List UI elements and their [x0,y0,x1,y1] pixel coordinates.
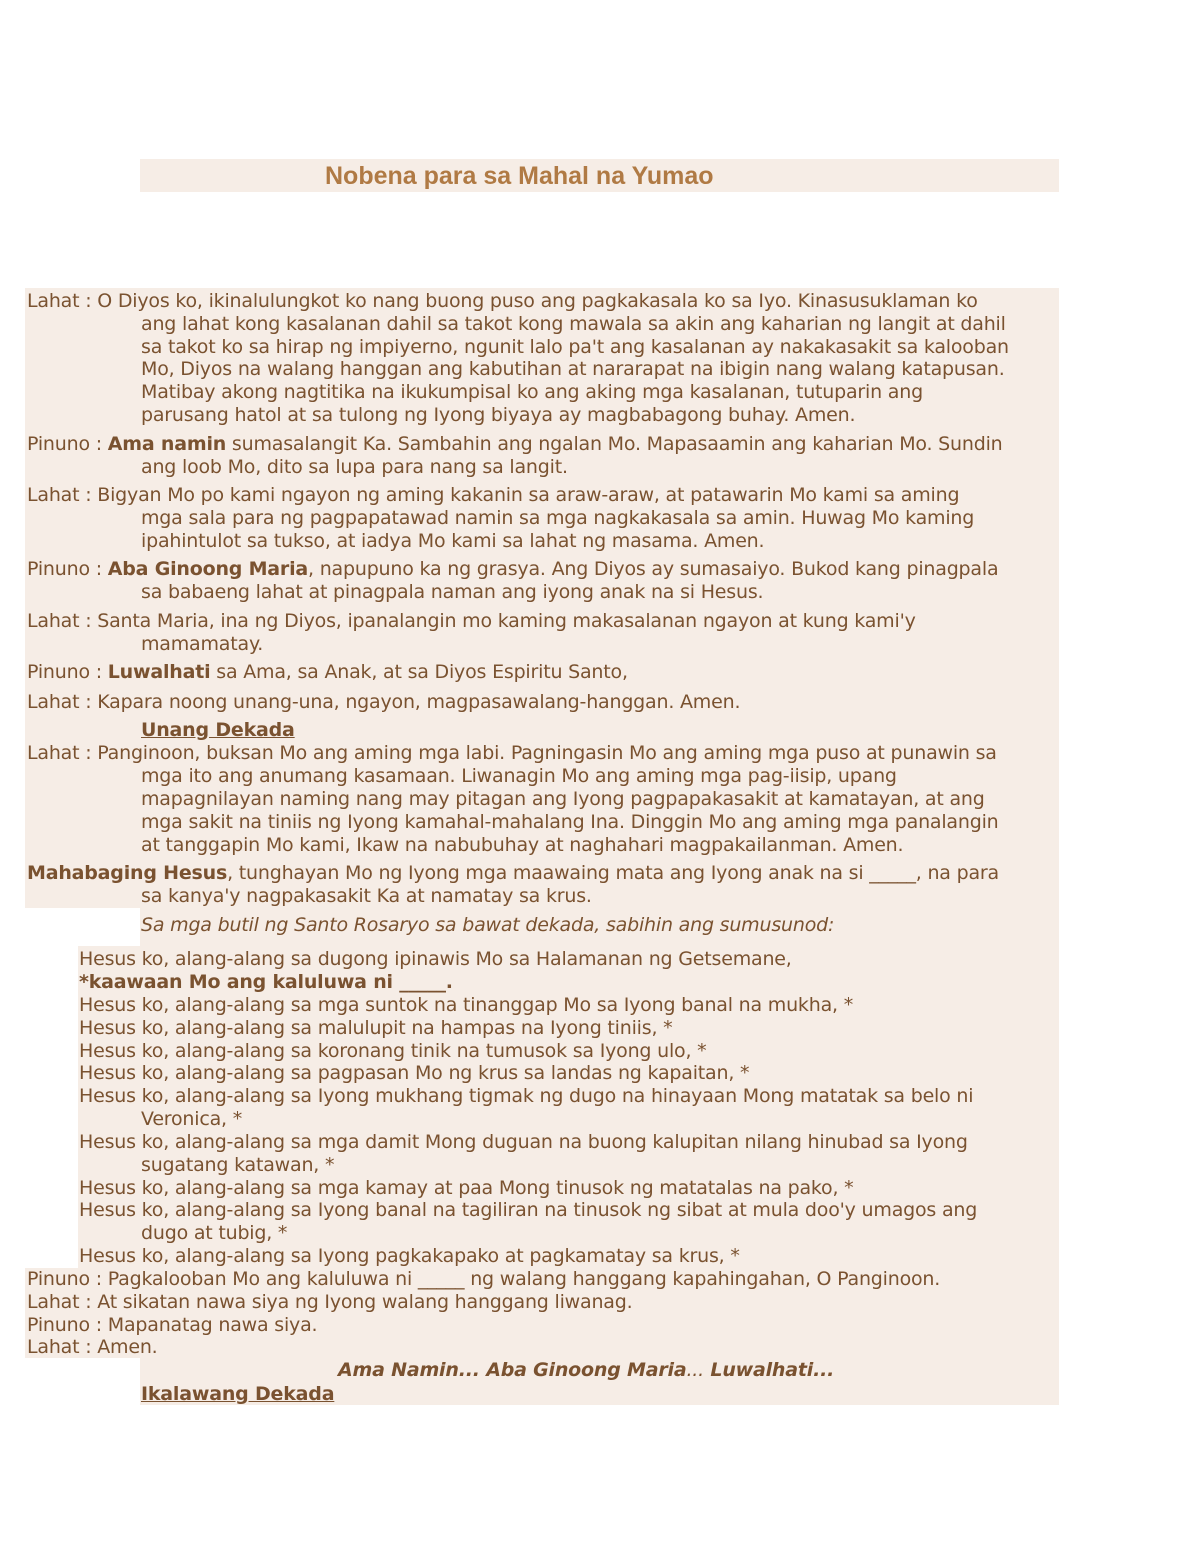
speaker-label: Lahat : [27,290,92,312]
prayer-line: mga ito ang anumang kasamaan. Liwanagin Mo ang aming mga pag-iisip, upang [141,765,897,787]
prayer-line: mga sala para ng pagpapatawad namin sa mga nagkakasala sa amin. Huwag Mo kaming [141,507,975,529]
summary-glory-be: Luwalhati [710,1359,814,1381]
prayer-line: parusang hatol at sa tulong ng Iyong biyaya ay magbabagong buhay. Amen. [141,404,856,426]
prayer-line: sa takot ko sa hirap ng impiyerno, ngunit lalo pa't ang kasalanan ay nakakasakit sa kalooban [141,336,1009,358]
prayer-line: sa Ama, sa Anak, at sa Diyos Espiritu Santo, [210,661,628,683]
speaker-label: Lahat : [27,484,92,506]
prayer-line: sumasalangit Ka. Sambahin ang ngalan Mo. Mapasaamin ang kaharian Mo. Sundin [226,433,1003,455]
prayer-name: Aba Ginoong Maria [107,558,309,580]
speaker-label: Pinuno : [27,433,102,455]
page-title: Nobena para sa Mahal na Yumao [325,162,714,190]
prayer-line: Panginoon, buksan Mo ang aming mga labi. Pagningasin Mo ang aming mga puso at punawin sa [97,742,997,764]
speaker-label: Lahat : [27,691,92,713]
prayer-line: Matibay akong nagtitika na ikukumpisal ko ang aking mga kasalanan, tutuparin ang [141,381,923,403]
prayer-name: Luwalhati [107,661,211,683]
litany-line: sugatang katawan, * [141,1154,335,1176]
litany-line: Hesus ko, alang-alang sa dugong ipinawis Mo sa Halamanan ng Getsemane, [79,948,792,970]
prayer-line: O Diyos ko, ikinalulungkot ko nang buong puso ang pagkakasala ko sa Iyo. Kinasusuklaman ko [97,290,978,312]
heading-first-decade: Unang Dekada [141,719,295,741]
summary-dots: ... [458,1359,480,1381]
prayer-line: sa kanya'y nagpakasakit Ka at namatay sa krus. [141,885,592,907]
litany-line: Hesus ko, alang-alang sa mga damit Mong duguan na buong kalupitan nilang hinubad sa Iyong [79,1131,968,1153]
prayer-line: , tunghayan Mo ng Iyong mga maawaing mata ang Iyong anak na si _____, na para [227,862,999,884]
litany-line: Hesus ko, alang-alang sa malulupit na hampas na Iyong tiniis, * [79,1017,673,1039]
speaker-label: Lahat : [27,610,92,632]
prayer-line: Mo, Diyos na walang hanggan ang kabutihan at nararapat na ibigin nang walang katapusan. [141,358,1005,380]
litany-line: Hesus ko, alang-alang sa Iyong mukhang tigmak ng dugo na hinayaan Mong matatak sa belo ni [79,1085,974,1107]
prayer-line: sa babaeng lahat at pinagpala naman ang iyong anak na si Hesus. [141,581,764,603]
rosary-instruction: Sa mga butil ng Santo Rosaryo sa bawat dekada, sabihin ang sumusunod: [141,914,835,936]
closing-line: Pinuno : Pagkalooban Mo ang kaluluwa ni _____ ng walang hanggang kapahingahan, O Panginoon. [27,1268,941,1290]
prayer-line: Kapara noong unang-una, ngayon, magpasawalang-hanggan. Amen. [97,691,741,713]
prayer-summary [338,1359,834,1382]
closing-line: Lahat : At sikatan nawa siya ng Iyong walang hanggang liwanag. [27,1291,633,1313]
prayer-line: mamamatay. [141,633,264,655]
summary-dots: ... [686,1359,704,1381]
prayer-line: , napupuno ka ng grasya. Ang Diyos ay sumasaiyo. Bukod kang pinagpala [308,558,999,580]
prayer-name: Mahabaging Hesus [27,862,228,884]
closing-line: Pinuno : Mapanatag nawa siya. [27,1314,318,1336]
prayer-line: at tanggapin Mo kami, Ikaw na nabubuhay at naghahari magpakailanman. Amen. [141,834,904,856]
litany-line: Hesus ko, alang-alang sa mga kamay at paa Mong tinusok ng matatalas na pako, * [79,1177,854,1199]
litany-line: dugo at tubig, * [141,1222,288,1244]
prayer-line: Santa Maria, ina ng Diyos, ipanalangin mo kaming makasalanan ngayon at kung kami'y [97,610,916,632]
litany-line: Hesus ko, alang-alang sa pagpasan Mo ng krus sa landas ng kapaitan, * [79,1062,750,1084]
summary-hail-mary: Aba Ginoong Maria [486,1359,687,1381]
litany-response: *kaawaan Mo ang kaluluwa ni _____. [79,971,453,993]
litany-line: Hesus ko, alang-alang sa Iyong banal na tagiliran na tinusok ng sibat at mula doo'y umagos ang [79,1199,978,1221]
prayer-name: Ama namin [107,433,227,455]
prayer-line: ang loob Mo, dito sa lupa para nang sa langit. [141,456,568,478]
heading-second-decade: Ikalawang Dekada [141,1383,335,1405]
prayer-line: Bigyan Mo po kami ngayon ng aming kakanin sa araw-araw, at patawarin Mo kami sa aming [97,484,960,506]
litany-line: Hesus ko, alang-alang sa koronang tinik na tumusok sa Iyong ulo, * [79,1040,707,1062]
prayer-line: mapagnilayan naming nang may pitagan ang Iyong pagpapakasakit at kamatayan, at ang [141,788,985,810]
prayer-line: mga sakit na tiniis ng Iyong kamahal-mahalang Ina. Dinggin Mo ang aming mga panalangin [141,811,999,833]
speaker-label: Pinuno : [27,661,102,683]
speaker-label: Pinuno : [27,558,102,580]
prayer-line: ipahintulot sa tukso, at iadya Mo kami sa lahat ng masama. Amen. [141,530,765,552]
litany-line: Veronica, * [141,1108,243,1130]
summary-dots: ... [813,1359,835,1381]
prayer-line: ang lahat kong kasalanan dahil sa takot kong mawala sa akin ang kaharian ng langit at dahil [141,313,1006,335]
litany-line: Hesus ko, alang-alang sa mga suntok na tinanggap Mo sa Iyong banal na mukha, * [79,994,853,1016]
speaker-label: Lahat : [27,742,92,764]
litany-line: Hesus ko, alang-alang sa Iyong pagkakapako at pagkamatay sa krus, * [79,1245,740,1267]
closing-line: Lahat : Amen. [27,1336,158,1358]
summary-our-father: Ama Namin [338,1359,459,1381]
